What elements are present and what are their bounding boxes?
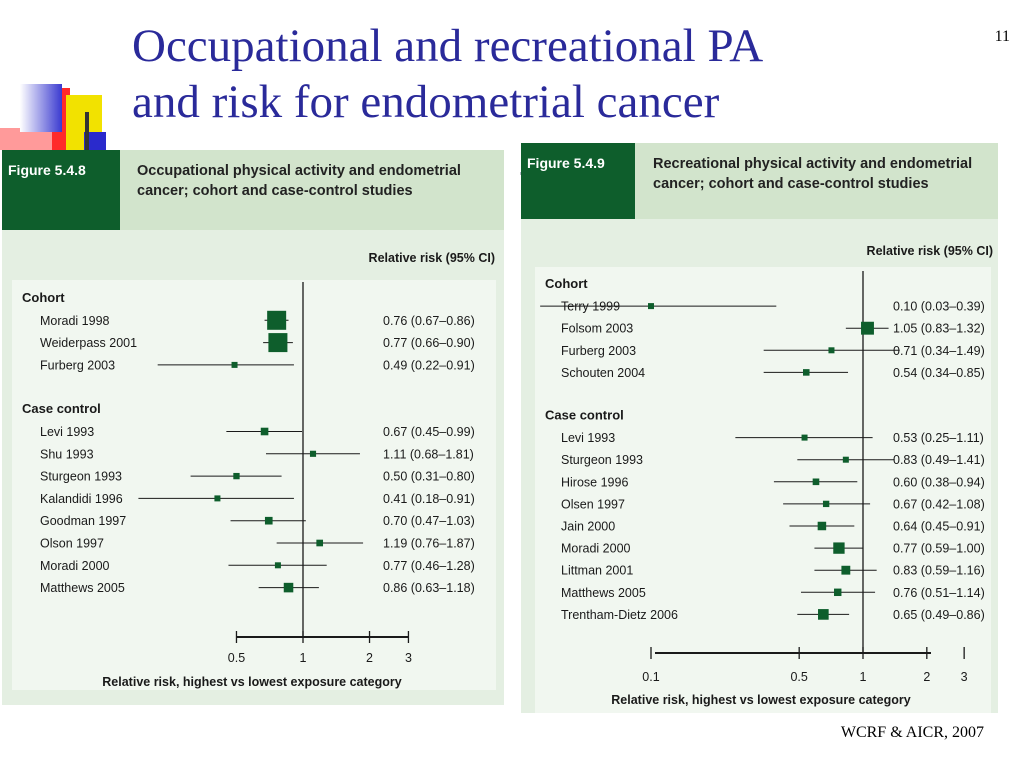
x-tick-label: 3 bbox=[960, 670, 968, 684]
study-rr-value: 0.64 (0.45–0.91) bbox=[893, 519, 985, 534]
point-estimate bbox=[818, 522, 827, 531]
study-label: Furberg 2003 bbox=[561, 343, 637, 358]
point-estimate bbox=[803, 369, 810, 376]
study-rr-value: 0.60 (0.38–0.94) bbox=[893, 475, 985, 490]
study-label: Weiderpass 2001 bbox=[40, 336, 138, 351]
study-label: Littman 2001 bbox=[561, 563, 634, 578]
study-label: Shu 1993 bbox=[40, 447, 94, 462]
study-rr-value: 0.67 (0.42–1.08) bbox=[893, 497, 985, 512]
x-tick-label: 1 bbox=[859, 670, 867, 684]
group-heading: Case control bbox=[22, 401, 101, 417]
point-estimate bbox=[813, 478, 820, 485]
study-label: Sturgeon 1993 bbox=[561, 453, 644, 468]
point-estimate bbox=[843, 457, 849, 463]
study-label: Goodman 1997 bbox=[40, 514, 127, 529]
study-label: Levi 1993 bbox=[40, 425, 95, 439]
study-rr-value: 1.19 (0.76–1.87) bbox=[383, 536, 475, 551]
study-rr-value: 0.54 (0.34–0.85) bbox=[893, 365, 985, 380]
source-citation: WCRF & AICR, 2007 bbox=[840, 724, 984, 741]
slide-title-line-1: Occupational and recreational PA bbox=[132, 20, 764, 72]
study-label: Moradi 2000 bbox=[40, 558, 110, 573]
figure-recreational bbox=[521, 143, 998, 713]
figure-label: Figure 5.4.9 bbox=[521, 143, 635, 219]
point-estimate bbox=[833, 542, 844, 553]
study-label: Terry 1999 bbox=[561, 299, 621, 314]
study-label: Olsen 1997 bbox=[561, 497, 625, 512]
x-tick-label: 0.5 bbox=[790, 670, 808, 684]
study-rr-value: 1.11 (0.68–1.81) bbox=[383, 447, 474, 462]
study-label: Folsom 2003 bbox=[561, 321, 634, 336]
study-label: Sturgeon 1993 bbox=[40, 469, 123, 484]
forest-plot-occupational bbox=[2, 150, 504, 705]
study-label: Trentham-Dietz 2006 bbox=[561, 607, 678, 622]
study-rr-value: 0.49 (0.22–0.91) bbox=[383, 358, 475, 373]
slide-number: 11 bbox=[994, 28, 1010, 45]
figure-title: Occupational physical activity and endometrial cancer; cohort and case-control studies bbox=[137, 163, 461, 199]
point-estimate bbox=[265, 517, 273, 525]
study-rr-value: 0.76 (0.51–1.14) bbox=[893, 585, 985, 600]
point-estimate bbox=[268, 333, 287, 352]
x-tick-label: 3 bbox=[404, 651, 412, 665]
group-heading: Cohort bbox=[22, 290, 65, 305]
study-label: Jain 2000 bbox=[561, 519, 616, 534]
study-rr-value: 0.77 (0.46–1.28) bbox=[383, 558, 475, 573]
study-rr-value: 0.70 (0.47–1.03) bbox=[383, 514, 475, 529]
point-estimate bbox=[261, 428, 269, 436]
study-label: Levi 1993 bbox=[561, 431, 616, 446]
x-tick-label: 2 bbox=[366, 651, 374, 665]
study-rr-value: 0.10 (0.03–0.39) bbox=[893, 299, 985, 314]
study-rr-value: 0.83 (0.59–1.16) bbox=[893, 563, 985, 578]
study-label: Moradi 2000 bbox=[561, 541, 631, 556]
study-label: Matthews 2005 bbox=[561, 585, 646, 600]
point-estimate bbox=[310, 451, 316, 457]
point-estimate bbox=[316, 540, 323, 547]
study-label: Moradi 1998 bbox=[40, 313, 110, 328]
group-heading: Cohort bbox=[545, 276, 588, 291]
point-estimate bbox=[267, 311, 286, 330]
study-rr-value: 0.67 (0.45–0.99) bbox=[383, 425, 475, 439]
figure-label: Figure 5.4.8 bbox=[2, 150, 120, 230]
point-estimate bbox=[214, 495, 220, 501]
study-label: Kalandidi 1996 bbox=[40, 491, 123, 506]
point-estimate bbox=[841, 566, 850, 575]
point-estimate bbox=[233, 473, 239, 479]
x-tick-label: 1 bbox=[299, 651, 307, 665]
decor-blue-block bbox=[20, 84, 62, 132]
study-label: Furberg 2003 bbox=[40, 358, 116, 373]
study-rr-value: 0.76 (0.67–0.86) bbox=[383, 313, 475, 328]
study-rr-value: 0.77 (0.66–0.90) bbox=[383, 336, 475, 351]
figure-occupational bbox=[2, 150, 504, 705]
forest-plot-recreational bbox=[521, 143, 998, 713]
x-tick-label: 2 bbox=[923, 670, 931, 684]
point-estimate bbox=[828, 347, 834, 353]
study-label: Matthews 2005 bbox=[40, 581, 125, 596]
group-heading: Case control bbox=[545, 407, 624, 423]
study-rr-value: 1.05 (0.83–1.32) bbox=[893, 321, 985, 336]
decor-dark-line bbox=[85, 112, 89, 150]
study-rr-value: 0.86 (0.63–1.18) bbox=[383, 581, 475, 596]
point-estimate bbox=[818, 609, 829, 620]
slide-title-line-2: and risk for endometrial cancer bbox=[132, 76, 720, 128]
study-rr-value: 0.77 (0.59–1.00) bbox=[893, 541, 985, 556]
x-axis-label: Relative risk, highest vs lowest exposure category bbox=[102, 675, 402, 689]
rr-column-header: Relative risk (95% CI) bbox=[866, 244, 993, 258]
point-estimate bbox=[275, 562, 281, 568]
rr-column-header: Relative risk (95% CI) bbox=[368, 251, 495, 265]
study-label: Schouten 2004 bbox=[561, 365, 646, 380]
study-rr-value: 0.41 (0.18–0.91) bbox=[383, 491, 475, 506]
study-rr-value: 0.65 (0.49–0.86) bbox=[893, 607, 985, 622]
point-estimate bbox=[802, 435, 808, 441]
point-estimate bbox=[823, 501, 829, 507]
study-label: Hirose 1996 bbox=[561, 475, 629, 490]
point-estimate bbox=[834, 589, 841, 596]
study-rr-value: 0.83 (0.49–1.41) bbox=[893, 453, 985, 468]
figure-title: Recreational physical activity and endometrial cancer; cohort and case-control studies bbox=[653, 156, 973, 192]
x-axis-label: Relative risk, highest vs lowest exposure category bbox=[611, 693, 911, 707]
slide-title bbox=[132, 18, 932, 130]
point-estimate bbox=[861, 322, 874, 335]
point-estimate bbox=[648, 303, 654, 309]
x-tick-label: 0.5 bbox=[227, 651, 246, 665]
study-rr-value: 0.53 (0.25–1.11) bbox=[893, 431, 984, 446]
study-rr-value: 0.71 (0.34–1.49) bbox=[893, 343, 985, 358]
study-label: Olson 1997 bbox=[40, 536, 104, 551]
point-estimate bbox=[284, 583, 294, 593]
x-tick-label: 0.1 bbox=[642, 670, 660, 684]
point-estimate bbox=[232, 362, 238, 368]
study-rr-value: 0.50 (0.31–0.80) bbox=[383, 469, 475, 484]
